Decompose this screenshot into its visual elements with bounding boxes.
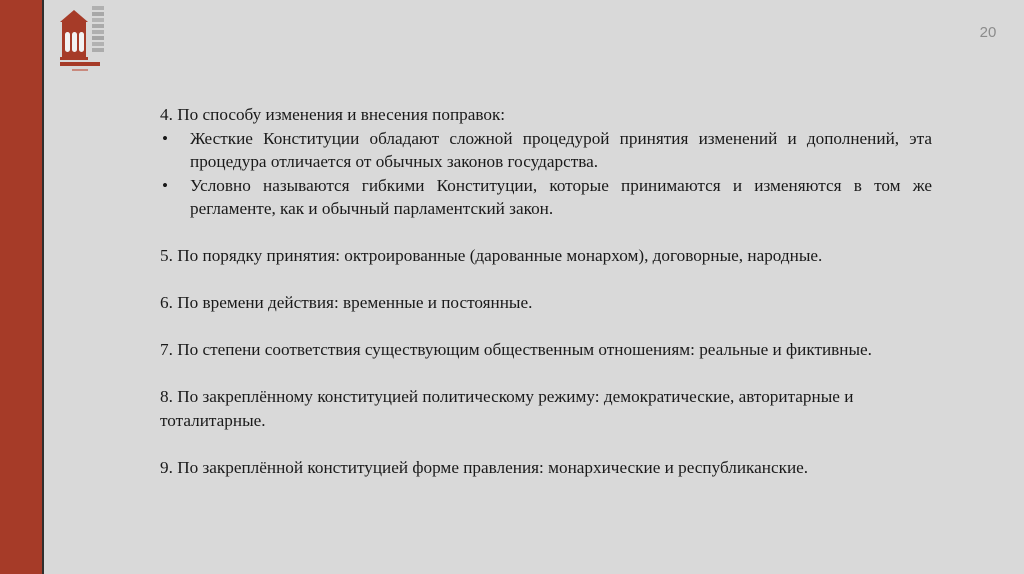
list-item: • Жесткие Конституции обладают сложной процедурой принятия изменений и дополнений, эта процедура отличается от обычных законов государства.: [160, 127, 932, 174]
item-8-text: 8. По закреплённому конституцией политическому режиму: демократические, авторитарные и тоталитарные.: [160, 387, 854, 430]
item-6-text: 6. По времени действия: временные и постоянные.: [160, 293, 533, 312]
page-number: 20: [979, 24, 997, 41]
item-5-text: 5. По порядку принятия: октроированные (дарованные монархом), договорные, народные.: [160, 246, 823, 265]
left-accent-bar: [0, 0, 44, 574]
university-building-logo-icon: [56, 2, 108, 74]
slide-content: [160, 103, 932, 479]
list-item: • Условно называются гибкими Конституции, которые принимаются и изменяются в том же регламенте, как и обычный парламентский закон.: [160, 174, 932, 221]
item-4-heading: 4. По способу изменения и внесения поправок:: [160, 105, 506, 124]
item-4-bullet-list: [160, 127, 932, 221]
item-7-text: 7. По степени соответствия существующим общественным отношениям: реальные и фиктивные.: [160, 340, 872, 359]
item-9-text: 9. По закреплённой конституцией форме правления: монархические и республиканские.: [160, 457, 809, 477]
